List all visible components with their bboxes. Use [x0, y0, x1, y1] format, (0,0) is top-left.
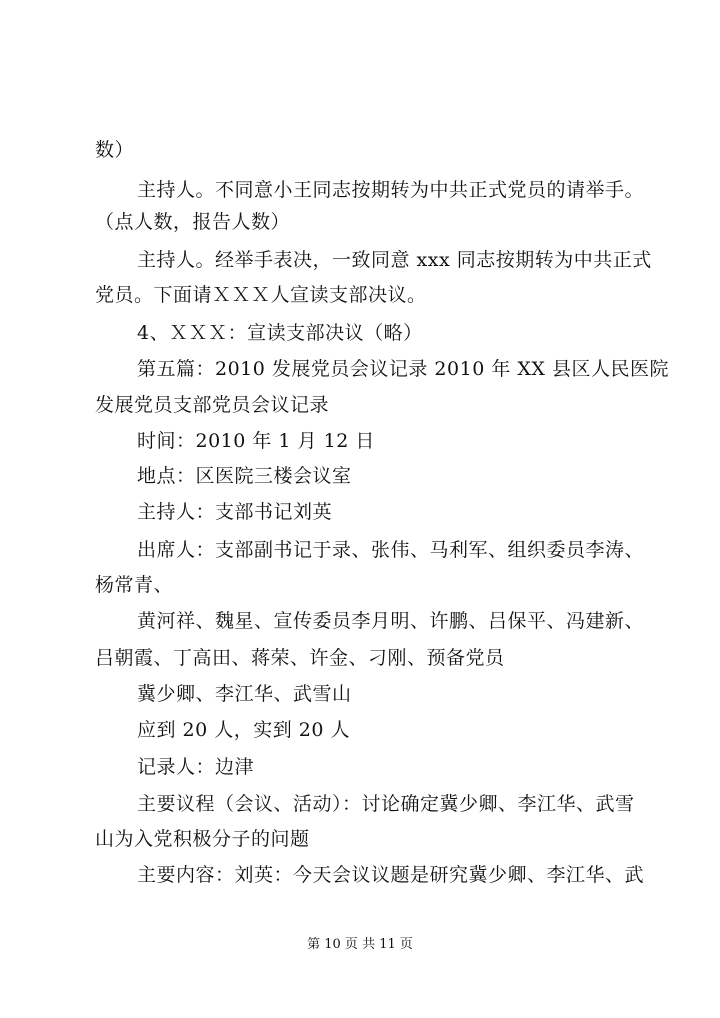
text-line-7: 第五篇：2010 发展党员会议记录 2010 年 XX 县区人民医院 [137, 358, 669, 380]
text-line-8: 发展党员支部党员会议记录 [95, 394, 330, 416]
text-line-2: 主持人。不同意小王同志按期转为中共正式党员的请举手。 [137, 179, 645, 201]
text-line-18: 记录人：边津 [137, 756, 255, 778]
text-line-12: 出席人：支部副书记于录、张伟、马利军、组织委员李涛、 [137, 539, 645, 561]
page-number-footer: 第 10 页 共 11 页 [307, 937, 413, 952]
text-line-20: 山为入党积极分子的问题 [95, 828, 310, 850]
text-line-16: 冀少卿、李江华、武雪山 [137, 683, 352, 705]
text-line-11: 主持人：支部书记刘英 [137, 501, 333, 523]
text-line-13: 杨常青、 [95, 574, 174, 596]
text-line-14: 黄河祥、魏星、宣传委员李月明、许鹏、吕保平、冯建新、 [137, 610, 645, 632]
text-line-1: 数） [95, 139, 135, 161]
text-line-5: 党员。下面请ＸＸＸ人宣读支部决议。 [95, 284, 427, 306]
text-line-4: 主持人。经举手表决，一致同意 xxx 同志按期转为中共正式 [137, 249, 652, 271]
text-line-21: 主要内容：刘英：今天会议议题是研究冀少卿、李江华、武 [137, 864, 645, 886]
text-line-17: 应到 20 人，实到 20 人 [137, 719, 351, 741]
text-line-15: 吕朝霞、丁高田、蒋荣、许金、刁刚、预备党员 [95, 647, 505, 669]
text-line-19: 主要议程（会议、活动）：讨论确定冀少卿、李江华、武雪 [137, 793, 635, 815]
text-line-6: 4、ＸＸＸ：宣读支部决议（略） [137, 322, 423, 344]
text-line-9: 时间：2010 年 1 月 12 日 [137, 430, 375, 452]
text-line-3: （点人数，报告人数） [95, 211, 291, 233]
text-line-10: 地点：区医院三楼会议室 [137, 465, 352, 487]
